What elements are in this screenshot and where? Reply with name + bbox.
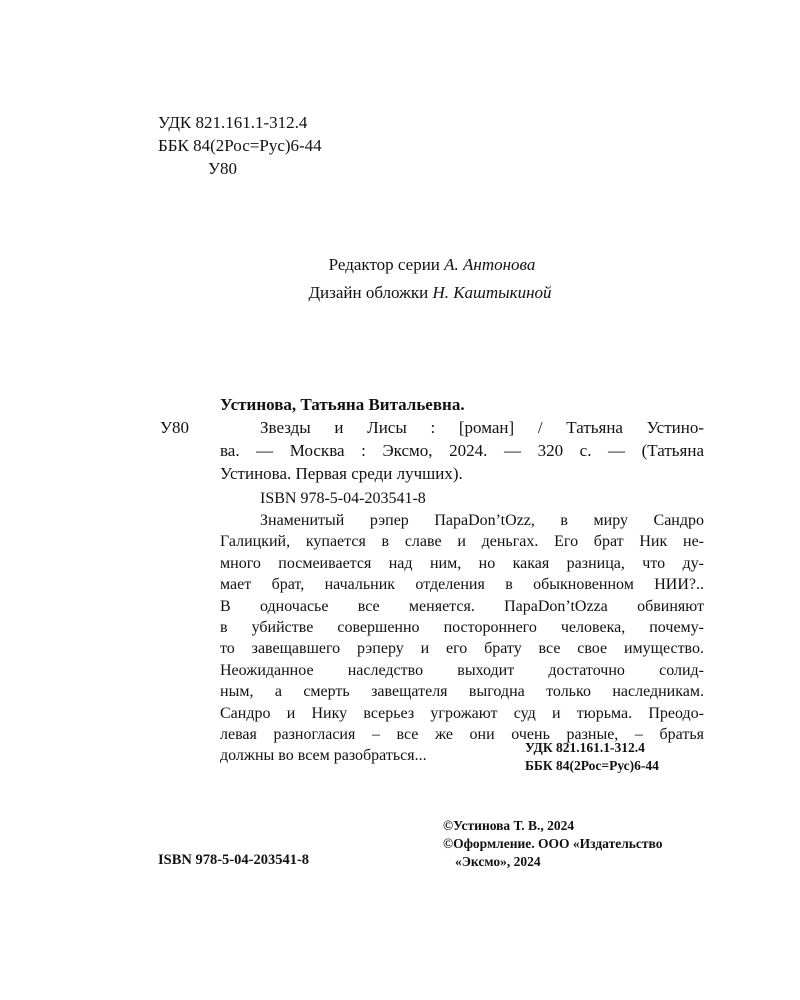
annotation-line: ным, а смерть завещателя выгодна только наследникам. bbox=[220, 683, 704, 701]
catalog-description-line: Звезды и Лисы : [роман] / Татьяна Устино- bbox=[260, 418, 704, 437]
annotation-line: Галицкий, купается в славе и деньгах. Его брат Ник не- bbox=[220, 533, 704, 551]
series-editor-label: Редактор серии bbox=[328, 255, 440, 274]
bottom-isbn: ISBN 978-5-04-203541-8 bbox=[158, 852, 310, 868]
author-mark: У80 bbox=[208, 159, 238, 178]
footer-udk-code: УДК 821.161.1-312.4 bbox=[525, 740, 645, 755]
cover-design-name: Н. Каштыкиной bbox=[432, 283, 552, 302]
annotation-line: Сандро и Нику всерьез угрожают суд и тюрьма. Преодо- bbox=[220, 704, 704, 722]
annotation-line: В одночасье все меняется. ПараDon’tOzza обвиняют bbox=[220, 597, 704, 615]
copyright-publisher: «Эксмо», 2024 bbox=[455, 854, 541, 869]
footer-bbk-code: ББК 84(2Рос=Рус)6-44 bbox=[525, 758, 659, 773]
annotation-line: левая разногласия – все же они очень разные, – братья bbox=[220, 726, 704, 744]
udk-code: УДК 821.161.1-312.4 bbox=[158, 113, 308, 132]
annotation-line: то завещавшего рэперу и его брату все свое имущество. bbox=[220, 640, 704, 658]
catalog-description-line: ва. — Москва : Эксмо, 2024. — 320 с. — (Татьяна bbox=[220, 441, 704, 460]
annotation-line: много посмеивается над ним, но какая разница, что ду- bbox=[220, 554, 704, 572]
author-heading: Устинова, Татьяна Витальевна. bbox=[220, 395, 465, 414]
annotation-line: в убийстве совершенно постороннего человека, почему- bbox=[220, 619, 704, 637]
catalog-isbn: ISBN 978-5-04-203541-8 bbox=[260, 490, 426, 507]
annotation-line: должны во всем разобраться... bbox=[220, 747, 427, 765]
bbk-code: ББК 84(2Рос=Рус)6-44 bbox=[158, 136, 322, 155]
cover-design-label: Дизайн обложки bbox=[308, 283, 429, 302]
series-editor-name: А. Антонова bbox=[444, 255, 536, 274]
cover-design-line bbox=[0, 281, 800, 304]
annotation-line: Неожиданное наследство выходит достаточно солид- bbox=[220, 661, 704, 679]
copyright-author: ©Устинова Т. В., 2024 bbox=[443, 818, 575, 833]
catalog-description-line: Устинова. Первая среди лучших). bbox=[220, 464, 463, 483]
series-editor-line bbox=[0, 253, 800, 276]
annotation-line: мает брат, начальник отделения в обыкновенном НИИ?.. bbox=[220, 576, 704, 594]
catalog-mark: У80 bbox=[160, 418, 190, 437]
copyright-design: ©Оформление. ООО «Издательство bbox=[443, 836, 663, 851]
annotation-line: Знаменитый рэпер ПараDon’tOzz, в миру Сандро bbox=[260, 512, 704, 529]
annotation bbox=[220, 510, 704, 767]
